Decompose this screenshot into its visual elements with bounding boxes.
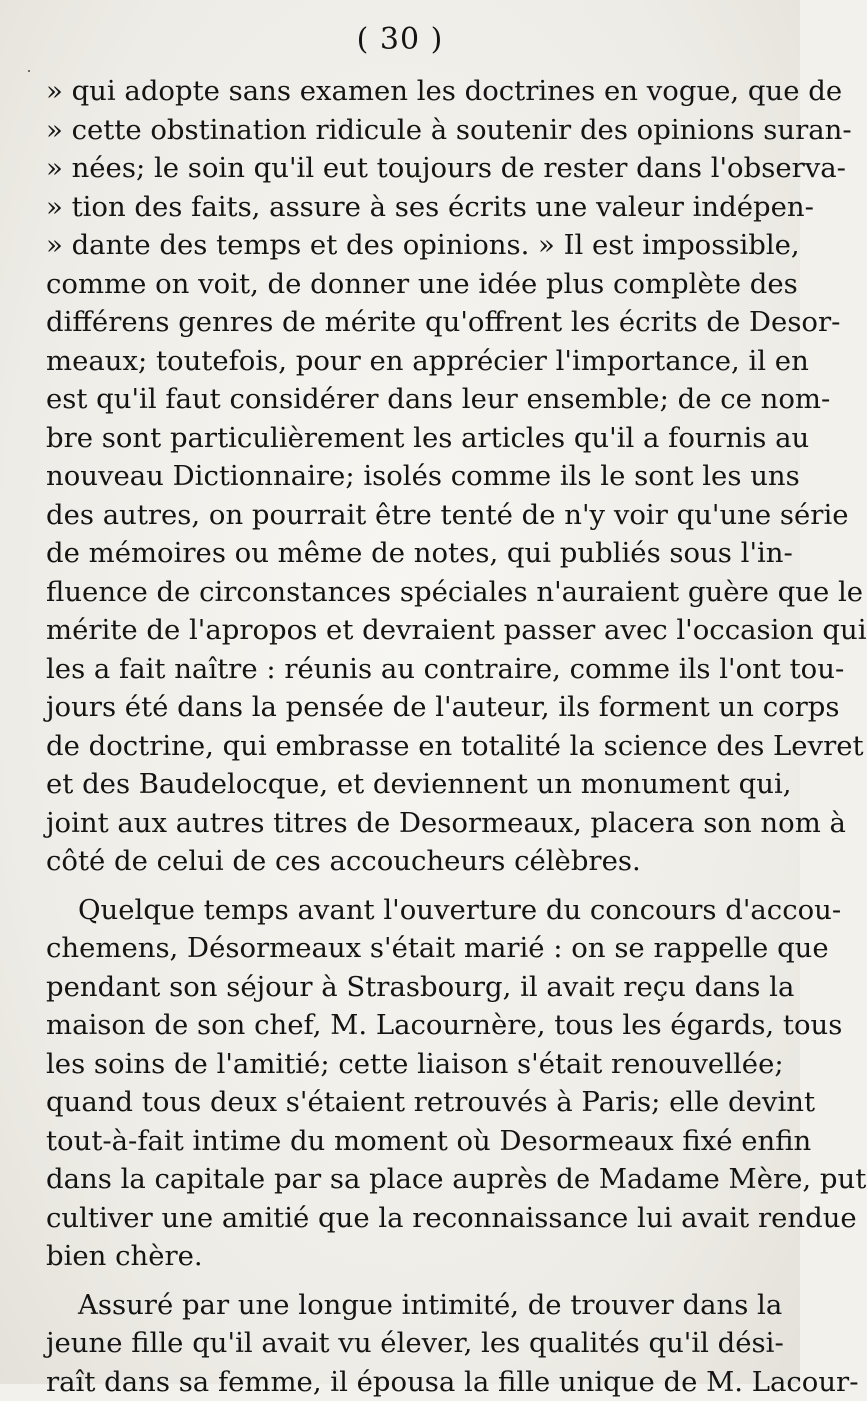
text-line: raît dans sa femme, il épousa la fille unique de M. Lacour-: [46, 1363, 760, 1401]
text-line: dans la capitale par sa place auprès de Madame Mère, put: [46, 1160, 760, 1199]
text-line: » nées; le soin qu'il eut toujours de rester dans l'observa-: [46, 149, 760, 188]
text-line: tout-à-fait intime du moment où Desormeaux fixé enfin: [46, 1122, 760, 1161]
text-line: fluence de circonstances spéciales n'auraient guère que le: [46, 573, 760, 612]
text-line: mérite de l'apropos et devraient passer avec l'occasion qui: [46, 611, 760, 650]
text-line: des autres, on pourrait être tenté de n'y voir qu'une série: [46, 496, 760, 535]
text-line: » tion des faits, assure à ses écrits une valeur indépen-: [46, 188, 760, 227]
text-line: joint aux autres titres de Desormeaux, placera son nom à: [46, 804, 760, 843]
ink-speck: [28, 70, 30, 72]
text-line: comme on voit, de donner une idée plus complète des: [46, 265, 760, 304]
text-line: cultiver une amitié que la reconnaissance lui avait rendue: [46, 1199, 760, 1238]
text-line: est qu'il faut considérer dans leur ensemble; de ce nom-: [46, 380, 760, 419]
text-line: et des Baudelocque, et deviennent un monument qui,: [46, 765, 760, 804]
text-line: jeune fille qu'il avait vu élever, les qualités qu'il dési-: [46, 1324, 760, 1363]
paragraph-gap: [46, 1276, 760, 1286]
text-line: les soins de l'amitié; cette liaison s'était renouvellée;: [46, 1045, 760, 1084]
paragraph-2: [46, 891, 760, 1276]
text-line: Quelque temps avant l'ouverture du concours d'accou-: [46, 891, 760, 930]
paragraph-1: [46, 72, 760, 881]
text-line: chemens, Désormeaux s'était marié : on se rappelle que: [46, 929, 760, 968]
text-line: » dante des temps et des opinions. » Il est impossible,: [46, 226, 760, 265]
text-line: bre sont particulièrement les articles qu'il a fournis au: [46, 419, 760, 458]
text-line: Assuré par une longue intimité, de trouver dans la: [46, 1286, 760, 1325]
paragraph-gap: [46, 881, 760, 891]
text-line: côté de celui de ces accoucheurs célèbres.: [46, 842, 760, 881]
text-line: bien chère.: [46, 1237, 760, 1276]
text-line: pendant son séjour à Strasbourg, il avait reçu dans la: [46, 968, 760, 1007]
paragraph-3: [46, 1286, 760, 1401]
text-line: » cette obstination ridicule à soutenir des opinions suran-: [46, 111, 760, 150]
text-line: » qui adopte sans examen les doctrines en vogue, que de: [46, 72, 760, 111]
text-line: maison de son chef, M. Lacournère, tous les égards, tous: [46, 1006, 760, 1045]
text-line: meaux; toutefois, pour en apprécier l'importance, il en: [46, 342, 760, 381]
text-line: les a fait naître : réunis au contraire, comme ils l'ont tou-: [46, 650, 760, 689]
text-line: de doctrine, qui embrasse en totalité la science des Levret: [46, 727, 760, 766]
text-line: quand tous deux s'étaient retrouvés à Paris; elle devint: [46, 1083, 760, 1122]
text-line: de mémoires ou même de notes, qui publiés sous l'in-: [46, 534, 760, 573]
text-line: jours été dans la pensée de l'auteur, ils forment un corps: [46, 688, 760, 727]
text-line: nouveau Dictionnaire; isolés comme ils le sont les uns: [46, 457, 760, 496]
text-line: différens genres de mérite qu'offrent les écrits de Desor-: [46, 303, 760, 342]
body-text: [46, 72, 760, 1401]
page-number: ( 30 ): [0, 22, 800, 58]
